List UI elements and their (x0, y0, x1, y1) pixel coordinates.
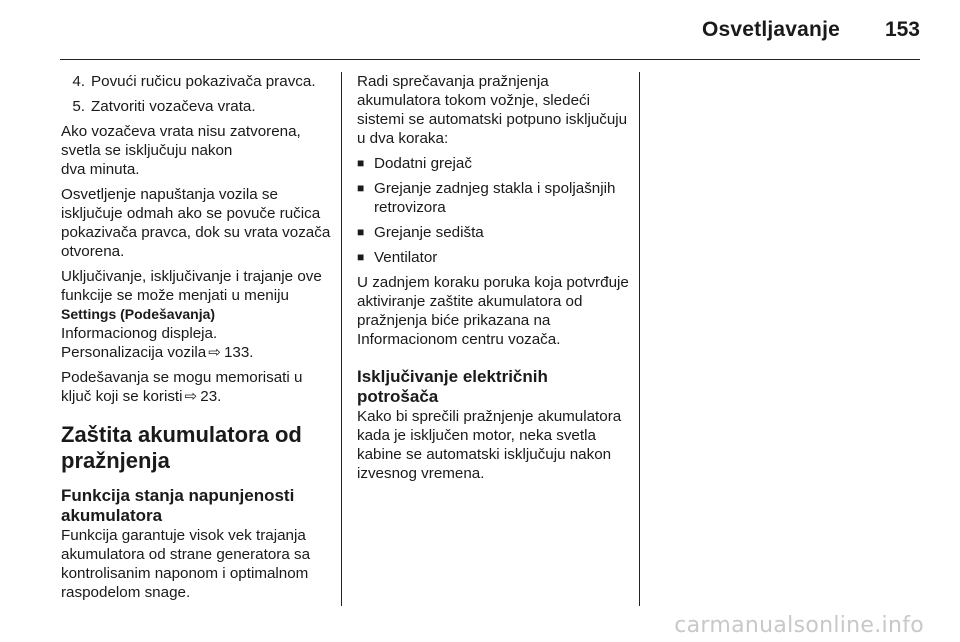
bullet-icon: ■ (357, 156, 365, 170)
paragraph: Ako vozačeva vrata nisu zatvorena, svetla se isključuju nakon dva minuta. (61, 123, 301, 178)
list-item: ■ Ventilator (357, 249, 438, 266)
list-item (61, 72, 333, 91)
column-middle (357, 72, 629, 489)
bullet-icon: ■ (357, 181, 365, 195)
bullet-icon: ■ (357, 225, 365, 239)
subsection-heading: Funkcija stanja napunjenosti akumulatora (61, 486, 295, 525)
step-text: Povući ručicu pokazivača pravca. (91, 73, 316, 90)
paragraph: Radi sprečavanja pražnjenja akumulatora tokom vožnje, sledeći sistemi se automatski potpuno isključuju u dva koraka: (357, 73, 628, 147)
list-item: ■ Grejanje zadnjeg stakla i spoljašnjih retrovizora (357, 180, 616, 216)
watermark: carmanualsonline.info (674, 613, 924, 638)
column-divider (341, 72, 342, 606)
list-item: ■ Grejanje sedišta (357, 224, 484, 241)
header-divider (60, 59, 920, 60)
paragraph: Osvetljenje napuštanja vozila se isključuje odmah ako se povuče ručica pokazivača pravca, dok su vrata vozača otvorena. (61, 186, 331, 260)
page-reference: 23. (200, 388, 222, 405)
list-item (61, 97, 333, 116)
column-divider (639, 72, 640, 606)
paragraph: Podešavanja se mogu memorisati u ključ koji se koristi ⇨ 23. (61, 369, 303, 405)
page-reference-arrow-icon: ⇨ (208, 344, 221, 361)
step-number: 4. (72, 73, 85, 90)
paragraph: Kako bi sprečili pražnjenje akumulatora kada je isključen motor, neka svetla kabine se automatski isključuju nakon izvesnog vremena. (357, 408, 622, 482)
section-heading: Zaštita akumulatora od pražnjenja (61, 422, 302, 473)
column-left (61, 72, 333, 608)
paragraph: Funkcija garantuje visok vek trajanja akumulatora od strane generatora sa kontrolisanim naponom i optimalnom raspodelom snage. (61, 527, 311, 601)
step-number: 5. (72, 98, 85, 115)
section-title: Osvetljavanje (701, 18, 840, 41)
bullet-icon: ■ (357, 250, 365, 264)
step-text: Zatvoriti vozačeva vrata. (91, 98, 256, 115)
menu-name: Settings (Podešavanja) (61, 306, 216, 322)
paragraph: Uključivanje, isključivanje i trajanje ove funkcije se može menjati u meniju Settings (Podešavanja) Informacionog displeja. Personalizacija vozila ⇨ 133. (61, 268, 322, 361)
page-header (60, 18, 920, 44)
list-item: ■ Dodatni grejač (357, 155, 472, 172)
subsection-heading: Isključivanje električnih potrošača (357, 367, 548, 406)
page-number: 153 (884, 18, 920, 41)
page-reference-arrow-icon: ⇨ (184, 388, 198, 405)
paragraph: U zadnjem koraku poruka koja potvrđuje aktiviranje zaštite akumulatora od pražnjenja biće prikazana na Informacionom centru vozača. (357, 274, 629, 348)
page-reference: 133. (223, 344, 254, 361)
